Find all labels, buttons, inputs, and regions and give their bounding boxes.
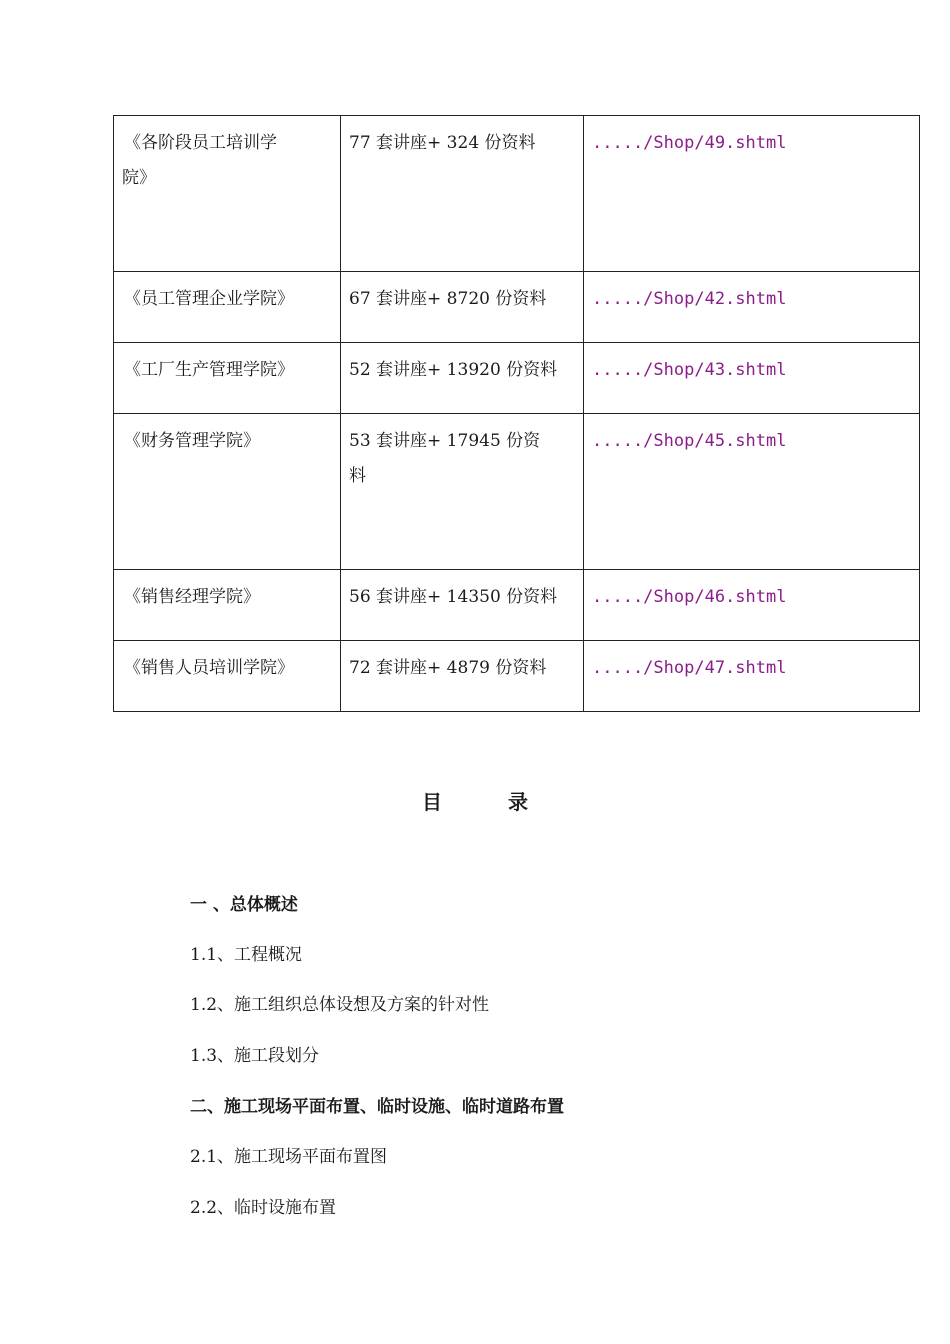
college-name-cell xyxy=(114,116,341,272)
link-cell xyxy=(584,641,920,712)
toc-title-right: 录 xyxy=(507,790,528,814)
toc-entry[interactable]: 1.2、施工组织总体设想及方案的针对性 xyxy=(190,995,490,1015)
college-name-cont: 院》 xyxy=(122,168,156,188)
college-name: 《工厂生产管理学院》 xyxy=(124,360,294,380)
college-name-cell xyxy=(114,641,341,712)
toc-title-left: 目 xyxy=(422,790,443,814)
toc-entry[interactable]: 1.3、施工段划分 xyxy=(190,1046,320,1066)
college-name: 《销售经理学院》 xyxy=(124,587,260,607)
resource-count-cont: 料 xyxy=(349,466,366,486)
table-row xyxy=(114,414,920,570)
toc-title xyxy=(0,786,950,815)
resource-count-cell xyxy=(341,414,584,570)
resource-count: 53 套讲座+ 17945 份资 xyxy=(349,431,541,451)
college-name: 《员工管理企业学院》 xyxy=(124,289,294,309)
resource-count: 72 套讲座+ 4879 份资料 xyxy=(349,658,547,678)
shop-link[interactable]: ...../Shop/42.shtml xyxy=(592,289,787,309)
toc-entry[interactable]: 2.1、施工现场平面布置图 xyxy=(190,1147,388,1167)
shop-link[interactable]: ...../Shop/47.shtml xyxy=(592,658,787,678)
resource-count-cell xyxy=(341,116,584,272)
resource-count: 52 套讲座+ 13920 份资料 xyxy=(349,360,558,380)
shop-link[interactable]: ...../Shop/49.shtml xyxy=(592,133,787,153)
shop-link[interactable]: ...../Shop/45.shtml xyxy=(592,431,787,451)
table-row xyxy=(114,116,920,272)
resource-count-cell xyxy=(341,641,584,712)
resource-count: 77 套讲座+ 324 份资料 xyxy=(349,133,536,153)
toc-entry[interactable]: 1.1、工程概况 xyxy=(190,945,303,965)
resource-count: 56 套讲座+ 14350 份资料 xyxy=(349,587,558,607)
college-name: 《财务管理学院》 xyxy=(124,431,260,451)
college-name: 《销售人员培训学院》 xyxy=(124,658,294,678)
toc-entry[interactable]: 2.2、临时设施布置 xyxy=(190,1198,337,1218)
resource-table xyxy=(113,115,920,712)
toc-section-heading[interactable]: 一 、总体概述 xyxy=(190,895,298,915)
shop-link[interactable]: ...../Shop/43.shtml xyxy=(592,360,787,380)
resource-count: 67 套讲座+ 8720 份资料 xyxy=(349,289,547,309)
table-row xyxy=(114,641,920,712)
college-name-cell xyxy=(114,414,341,570)
shop-link[interactable]: ...../Shop/46.shtml xyxy=(592,587,787,607)
toc-section-heading[interactable]: 二、施工现场平面布置、临时设施、临时道路布置 xyxy=(190,1097,564,1117)
link-cell xyxy=(584,414,920,570)
college-name: 《各阶段员工培训学 xyxy=(124,133,277,153)
link-cell xyxy=(584,116,920,272)
